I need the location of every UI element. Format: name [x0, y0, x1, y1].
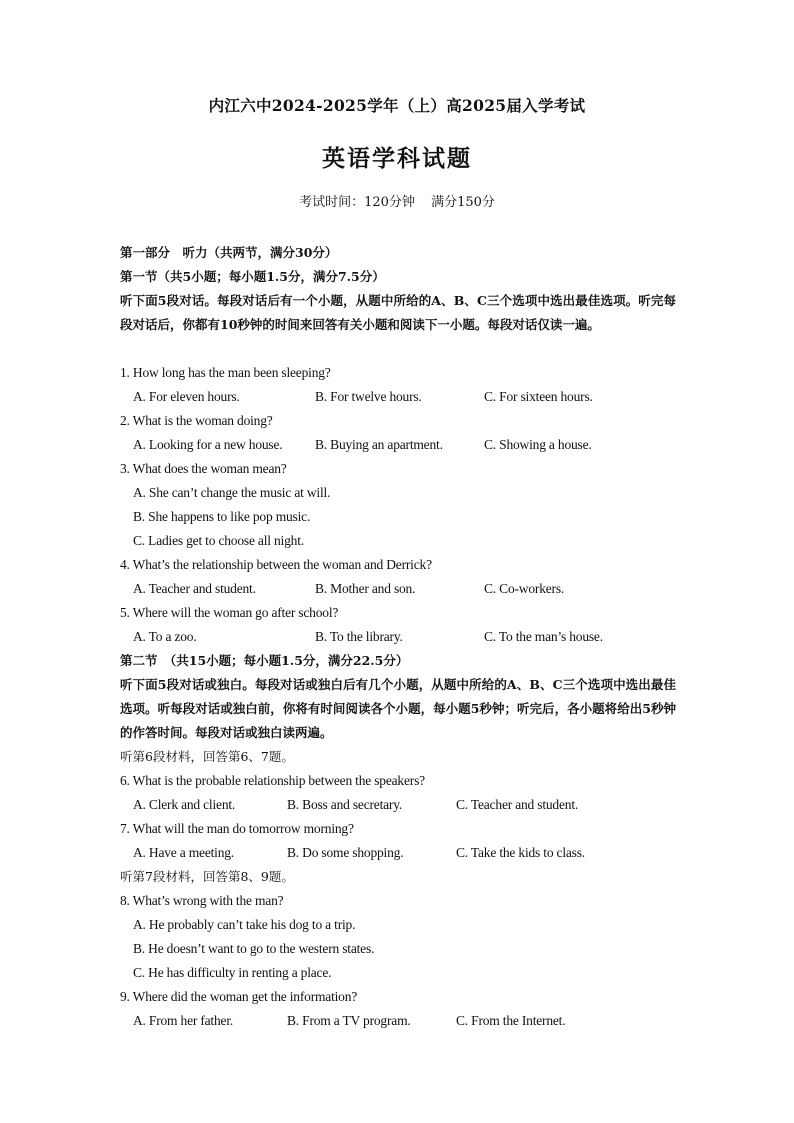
question-5: 5. Where will the woman go after school?: [120, 605, 339, 620]
option-b: B. To the library.: [315, 629, 403, 644]
option-b: B. He doesn’t want to go to the western states.: [133, 941, 375, 956]
option-c: C. Showing a house.: [484, 437, 592, 452]
section2-heading: 第二节 （共15小题；每小题1.5分，满分22.5分）: [120, 653, 409, 668]
exam-content: [120, 241, 676, 1033]
exam-time: 考试时间：120分钟: [299, 195, 415, 210]
option-c: C. Co-workers.: [484, 581, 565, 596]
question-8: 8. What’s wrong with the man?: [120, 893, 284, 908]
section1-instructions: 听下面5段对话。每段对话后有一个小题，从题中所给的A、B、C三个选项中选出最佳选项。听完每段对话后，你都有10秒钟的时间来回答有关小题和阅读下一小题。每段对话仅读一遍。: [120, 293, 676, 332]
option-a: A. Clerk and client.: [133, 797, 236, 812]
option-b: B. Do some shopping.: [287, 845, 404, 860]
option-a: A. From her father.: [133, 1013, 234, 1028]
option-b: B. From a TV program.: [287, 1013, 411, 1028]
section1-heading: 第一节（共5小题；每小题1.5分，满分7.5分）: [120, 269, 385, 284]
option-c: C. From the Internet.: [456, 1013, 566, 1028]
exam-meta: [0, 191, 794, 210]
option-a: A. She can’t change the music at will.: [133, 485, 331, 500]
material-6-label: 听第6段材料，回答第6、7题。: [120, 749, 294, 764]
section2-instructions: 听下面5段对话或独白。每段对话或独白后有几个小题，从题中所给的A、B、C三个选项中选出最佳选项。听每段对话或独白前，你将有时间阅读各个小题，每小题5秒钟；听完后，各小题将给出5秒钟的作答时间。每段对话或独白读两遍。: [120, 677, 676, 740]
option-b: B. For twelve hours.: [315, 389, 422, 404]
option-c: C. To the man’s house.: [484, 629, 603, 644]
option-a: A. Teacher and student.: [133, 581, 256, 596]
question-6: 6. What is the probable relationship between the speakers?: [120, 773, 425, 788]
option-a: A. For eleven hours.: [133, 389, 240, 404]
question-2-options: [120, 433, 676, 457]
question-5-options: [120, 625, 676, 649]
material-7-label: 听第7段材料，回答第8、9题。: [120, 869, 294, 884]
question-1-options: [120, 385, 676, 409]
question-1: 1. How long has the man been sleeping?: [120, 365, 331, 380]
question-2: 2. What is the woman doing?: [120, 413, 273, 428]
question-6-options: [120, 793, 676, 817]
exam-subtitle: 英语学科试题: [322, 145, 472, 172]
question-9: 9. Where did the woman get the information?: [120, 989, 358, 1004]
option-c: C. Take the kids to class.: [456, 845, 585, 860]
question-3: 3. What does the woman mean?: [120, 461, 287, 476]
question-7: 7. What will the man do tomorrow morning?: [120, 821, 354, 836]
option-b: B. Buying an apartment.: [315, 437, 443, 452]
question-4: 4. What’s the relationship between the woman and Derrick?: [120, 557, 432, 572]
option-c: C. He has difficulty in renting a place.: [133, 965, 332, 980]
question-4-options: [120, 577, 676, 601]
exam-title: 内江六中2024-2025学年（上）高2025届入学考试: [208, 96, 586, 115]
option-c: C. Teacher and student.: [456, 797, 579, 812]
exam-score: 满分150分: [431, 195, 495, 210]
option-b: B. She happens to like pop music.: [133, 509, 311, 524]
option-b: B. Boss and secretary.: [287, 797, 403, 812]
option-c: C. For sixteen hours.: [484, 389, 593, 404]
part1-heading: 第一部分 听力（共两节，满分30分）: [120, 245, 338, 260]
option-b: B. Mother and son.: [315, 581, 416, 596]
option-a: A. Looking for a new house.: [133, 437, 283, 452]
option-a: A. To a zoo.: [133, 629, 197, 644]
question-7-options: [120, 841, 676, 865]
option-a: A. Have a meeting.: [133, 845, 234, 860]
option-a: A. He probably can’t take his dog to a trip.: [133, 917, 356, 932]
option-c: C. Ladies get to choose all night.: [133, 533, 304, 548]
question-9-options: [120, 1009, 676, 1033]
